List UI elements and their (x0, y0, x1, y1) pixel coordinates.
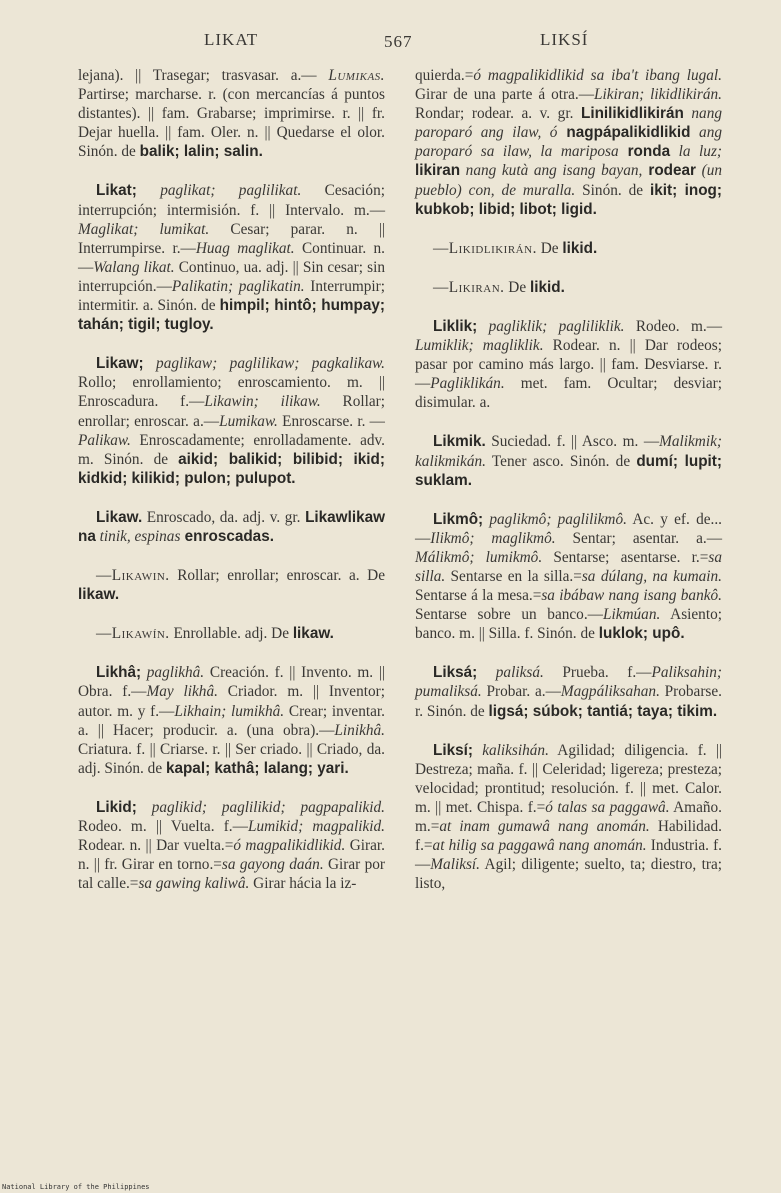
text-italic: at inam gumawâ nang anomán. (439, 818, 650, 835)
text-italic: Walang likat. (93, 258, 175, 276)
text: Enroscarse. r. — (277, 412, 385, 430)
text-italic: Likawin; ilikaw. (204, 393, 321, 411)
headword: Likat; (96, 182, 137, 200)
entry-liksa (415, 663, 722, 720)
text-italic: Lumikaw. (219, 412, 278, 430)
synonyms: aikid; balikid; bilibid; ikid; kidkid; kilikid; pulon; pulupot. (78, 450, 385, 487)
text: Enroscadamente; enrolladamente. adv. m. Sinón. de (78, 431, 385, 468)
text-italic: nang paroparó ang ilaw, ó (415, 105, 723, 142)
entry-likmo (415, 510, 722, 644)
entry-liklik (415, 317, 722, 412)
text: Agil; diligente; suelto, ta; diestro, tra; listo, (415, 856, 722, 893)
cross-reference: likaw. (78, 586, 120, 604)
text-italic: paglikmô; paglilikmô. (483, 510, 627, 528)
entry-liksi (415, 741, 722, 894)
entry-likaw-adj (78, 508, 385, 546)
text-italic: la luz; (670, 143, 722, 161)
text: Sentarse á la mesa.= (415, 587, 542, 605)
text-italic: (un pueblo) con, de muralla. (415, 162, 723, 199)
synonyms: dumí; lupit; suklam. (415, 452, 722, 489)
example-headword: Likawlikaw na (78, 508, 385, 545)
text-italic: sa dúlang, na kumain. (581, 567, 722, 585)
text: Sinón. de (575, 181, 651, 199)
text-italic: ó magpalikidlikid. (233, 837, 346, 855)
text: lejana). || Trasegar; trasvasar. a.— (78, 67, 329, 84)
entry-likawin (78, 566, 385, 604)
synonyms: ikit; inog; kubkob; libid; libot; ligid. (415, 181, 722, 218)
cross-reference: likaw. (292, 625, 334, 643)
text: De (504, 278, 530, 296)
page-number: 567 (384, 32, 413, 51)
text-italic: Malikmik; kalikmikán. (415, 433, 722, 470)
entry-likawin-adj (78, 624, 385, 643)
text-bold: rodear (642, 162, 696, 180)
entry-likat (78, 181, 385, 334)
text: Rodeo. m. || Vuelta. f.— (78, 818, 248, 835)
synonyms: himpil; hintô; humpay; tahán; tigil; tugloy. (78, 297, 385, 334)
text: Enrollable. adj. De (169, 625, 293, 643)
cross-reference: likid. (529, 278, 565, 296)
text: Sentarse en la silla.= (445, 567, 582, 585)
synonyms: ligsá; súbok; tantiá; taya; tikim. (488, 702, 718, 720)
text: Creación. f. || Invento. m. || Obra. f.— (78, 664, 385, 701)
headword: Liksí; (433, 741, 473, 759)
text: Ac. y ef. de...— (415, 510, 722, 547)
subheadword: —Likawin. (96, 567, 170, 585)
text-italic: Pagliklikán. (430, 375, 505, 393)
text: Enroscado, da. adj. v. gr. (142, 508, 306, 526)
entry-likid-continuation (415, 66, 722, 219)
text-italic: Linikhâ. (334, 721, 385, 739)
text: Girar. n. || fr. Girar en torno.= (78, 837, 385, 874)
example-headword: likiran (415, 162, 461, 180)
text: Partirse; marcharse. r. (con mercancías á puntos distantes). || fam. Grabarse; imprimirse. r. || fr. Dejar huella. || fam. Oler. n. || Quedarse el olor. Sinón. de (78, 86, 385, 161)
text-italic: ó talas sa paggawâ. (545, 798, 670, 816)
text-italic: Likmúan. (602, 606, 661, 624)
subheadword: —Likawín. (96, 625, 170, 643)
text-italic: kaliksihán. (472, 741, 549, 759)
text: Rollar; enrollar; enroscar. a.— (78, 393, 386, 430)
subheadword: —Likiran. (433, 278, 505, 296)
text: Girar por tal calle.= (78, 856, 385, 893)
text: Continuar. n.— (78, 239, 385, 276)
entry-likaw (78, 354, 385, 488)
text: Agilidad; diligencia. f. || Destreza; maña. f. || Celeridad; ligereza; presteza; velocidad; prontitud; resolución. f. || met. Calor. m. || met. Chispa. f.= (415, 741, 722, 816)
headword: Likmik. (433, 433, 486, 451)
right-column (415, 66, 722, 913)
text: Criador. m. || Inventor; autor. m. y f.— (78, 683, 385, 720)
header-right-guide-word: LIKSÍ (540, 30, 589, 49)
text-italic: ang paroparó sa ilaw, la mariposa (415, 124, 722, 161)
text: Interrumpir; intermitir. a. Sinón. de (78, 277, 385, 315)
headword: Likaw; (96, 355, 144, 373)
header-left-guide-word: LIKAT (204, 30, 259, 49)
text-italic: paglikid; paglilikid; pagpapalikid. (136, 798, 385, 816)
text-italic: paliksá. (477, 664, 544, 682)
subheadword: —Likidlikirán. (433, 239, 537, 257)
synonyms: kapal; kathâ; lalang; yari. (165, 759, 349, 777)
text-italic: paglikaw; paglilikaw; pagkalikaw. (143, 355, 385, 373)
text: De (536, 239, 563, 257)
text: Crear; inventar. a. || Hacer; producir. a. (una obra).— (78, 702, 385, 739)
library-footer: National Library of the Philippines (2, 1183, 150, 1191)
text-italic: paglikhâ. (141, 664, 205, 682)
synonyms: luklok; upô. (598, 625, 685, 643)
entry-continuation (78, 66, 385, 161)
entry-likha (78, 663, 385, 778)
text-italic: paglikat; paglilikat. (136, 182, 302, 200)
text-italic: Paliksahin; pumaliksá. (415, 664, 722, 701)
text: Continuo, ua. adj. || Sin cesar; sin interrupción.— (78, 258, 385, 295)
page-header (0, 24, 781, 54)
text: Habilidad. f.= (415, 818, 722, 855)
example-headword: Linilikidlikirán (580, 105, 684, 123)
text: Rodear. n. || Dar vuelta.= (78, 837, 234, 855)
text-italic: sa ibábaw nang isang bankô. (541, 587, 722, 605)
cross-reference: likid. (562, 239, 598, 257)
headword: Likmô; (433, 510, 484, 528)
text: Rodeo. m.— (624, 317, 722, 335)
text: Cesación; interrupción; intermisión. f. || Intervalo. m.— (78, 182, 385, 219)
text: Amaño. m.= (415, 798, 722, 835)
synonyms: balik; lalin; salin. (139, 143, 263, 161)
headword: Liksá; (433, 664, 478, 682)
text-italic: Lumikas. (328, 67, 385, 84)
text: quierda.= (415, 67, 474, 84)
text: Tener asco. Sinón. de (485, 452, 637, 470)
text-italic: May likhâ. (146, 683, 218, 701)
entry-likidlikiran (415, 239, 722, 258)
text-italic: Málikmô; lumikmô. (415, 548, 543, 566)
text: Criatura. f. || Criarse. r. || Ser criado. || Criado, da. adj. Sinón. de (78, 740, 385, 777)
text: Probarse. r. Sinón. de (415, 683, 722, 720)
text-italic: Lumikid; magpalikid. (247, 818, 385, 835)
text-italic: Ilikmô; maglikmô. (430, 529, 556, 547)
text-italic: ó magpalikidlikid sa iba't ibang lugal. (473, 67, 722, 84)
headword: Likid; (96, 798, 137, 816)
text-italic: nang kutà ang isang bayan, (460, 162, 643, 180)
text: Suciedad. f. || Asco. m. — (485, 433, 660, 451)
text-italic: Lumiklik; magliklik. (415, 337, 544, 355)
entry-likid (78, 798, 385, 893)
text: Girar de una parte á otra.— (415, 86, 595, 104)
text: Sentar; asentar. a.— (555, 529, 722, 547)
text-italic: sa silla. (415, 548, 722, 585)
text: Industria. f. — (415, 837, 722, 874)
text-italic: Maliksí. (430, 856, 481, 874)
text: Rollar; enrollar; enroscar. a. De (169, 567, 385, 585)
text-italic: Maglikat; lumikat. (78, 220, 210, 238)
text: Girar hácia la iz- (249, 875, 357, 893)
example-headword: nagpápalikidlikid (557, 124, 691, 142)
text-italic: Likiran; likidlikirán. (594, 86, 722, 104)
text: Rondar; rodear. a. v. gr. (415, 105, 581, 123)
entry-likiran (415, 278, 722, 297)
text-italic: sa gayong daán. (221, 856, 324, 874)
text: Rodear. n. || Dar rodeos; pasar por camino más largo. || fam. Desviarse. r. — (415, 337, 722, 393)
headword: Likhâ; (96, 664, 142, 682)
text: Rollo; enrollamiento; enroscamiento. m. || Enroscadura. f.— (78, 374, 385, 411)
text-italic: sa gawing kaliwâ. (138, 875, 250, 893)
left-column (78, 66, 385, 913)
text: Probar. a.— (481, 683, 561, 701)
text-italic: pagliklik; pagliliklik. (477, 317, 625, 335)
text-italic: at hilig sa paggawâ nang anomán. (432, 837, 647, 855)
entry-likmik (415, 432, 722, 489)
text-italic: Huag maglikat. (195, 239, 295, 257)
text-bold: ronda (618, 143, 671, 161)
text-italic: Likhain; lumikhâ. (174, 702, 285, 720)
text: Asiento; banco. m. || Silla. f. Sinón. de (415, 606, 722, 643)
text-bold: enroscadas. (180, 527, 274, 545)
headword: Liklik; (433, 317, 478, 335)
text: Sentarse; asentarse. r.= (542, 548, 709, 566)
text: Cesar; parar. n. || Interrumpirse. r.— (78, 220, 385, 257)
text: Prueba. f.— (543, 664, 652, 682)
text: met. fam. Ocultar; desviar; disimular. a. (415, 375, 722, 412)
headword: Likaw. (96, 508, 143, 526)
text-italic: tinik, espinas (95, 527, 181, 545)
text-italic: Magpáliksahan. (560, 683, 660, 701)
text-italic: Palikatin; paglikatin. (171, 277, 305, 295)
text: Sentarse sobre un banco.— (415, 606, 603, 624)
text-italic: Palikaw. (78, 431, 131, 449)
